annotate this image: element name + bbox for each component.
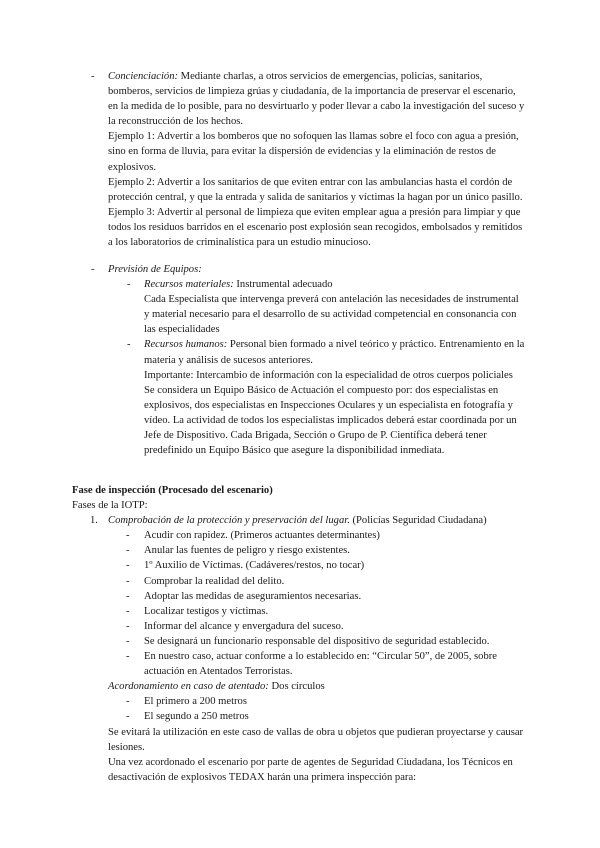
acordonamiento-paragraph (108, 679, 532, 694)
step-text: Anular las fuentes de peligro y riesgo existentes. (144, 545, 350, 557)
list-dash: - (126, 635, 130, 647)
list-dash: - (126, 651, 130, 663)
evitara-paragraph: Se evitará la utilización en este caso de vallas de obra u objetos que pudieran proyectarse y causar lesiones. (108, 726, 524, 753)
numbered-item-1 (90, 513, 532, 785)
ejemplo-3: Ejemplo 3: Advertir al personal de limpieza que eviten emplear agua a presión para limpiar y que todos los residuos barridos en el escenario post explosión sean recogidos, embolsados y remitidos a los laboratorios de criminalística para un estudio minucioso. (108, 206, 523, 249)
equipo-basico-paragraph: Se considera un Equipo Básico de Actuación el compuesto por: dos especialistas en explosivos, dos especialistas en Inspecciones Oculares y un especialista en fotografía y vídeo. La actividad de todos los especialistas implicados deberá estar coordinada por un Jefe de Dispositivo. Cada Brigada, Sección o Grupo de P. Científica deberá tener predefinido un Equipo Básico que asegure la disponibilidad inmediata. (144, 384, 517, 457)
una-vez-paragraph: Una vez acordonado el escenario por parte de agentes de Seguridad Ciudadana, los Técnicos en desactivación de explosivos TEDAX harán una primera inspección para: (108, 756, 513, 783)
recursos-materiales-detail: Cada Especialista que intervenga preverá con antelación las necesidades de instrumental y material necesario para el desarrollo de su actividad competencial en consonancia con las especialidades (144, 294, 519, 336)
list-dash: - (91, 264, 95, 275)
prevision-section (91, 262, 526, 458)
recursos-materiales-label: Recursos materiales: (144, 279, 234, 291)
list-item (126, 619, 532, 634)
list-dash: - (126, 575, 130, 587)
list-item (126, 558, 532, 573)
recursos-materiales-text: Instrumental adecuado (233, 279, 333, 291)
list-dash: - (127, 339, 131, 351)
recursos-humanos-paragraph (144, 337, 526, 367)
recursos-humanos-label: Recursos humanos: (144, 339, 228, 351)
list-dash: - (126, 620, 130, 632)
circle-text: El segundo a 250 metros (144, 711, 249, 723)
list-item (126, 709, 532, 724)
step-text: Informar del alcance y envergadura del suceso. (144, 620, 344, 632)
acordonamiento-list (126, 694, 532, 724)
list-dash: - (126, 560, 130, 572)
circle-text: El primero a 200 metros (144, 696, 247, 708)
acordonamiento-label: Acordonamiento en caso de atentado: (108, 681, 269, 693)
list-item (126, 649, 532, 679)
step-text: Acudir con rapidez. (Primeros actuantes determinantes) (144, 530, 380, 542)
recursos-humanos-item (127, 337, 526, 458)
list-item (126, 528, 532, 543)
step-text: 1º Auxilio de Víctimas. (Cadáveres/restos, no tocar) (144, 560, 365, 572)
step-text: Se designará un funcionario responsable del dispositivo de seguridad establecido. (144, 635, 490, 647)
list-item (126, 574, 532, 589)
list-item (126, 634, 532, 649)
list-dash: - (126, 605, 130, 617)
recursos-materiales-item (127, 277, 526, 337)
list-item (126, 589, 532, 604)
item-1-text: (Policías Seguridad Ciudadana) (349, 515, 487, 527)
list-dash: - (127, 279, 131, 291)
step-text: Localizar testigos y víctimas. (144, 605, 269, 617)
recursos-humanos-text: Personal bien formado a nivel teórico y práctico. Entrenamiento en la materia y análisis de sucesos anteriores. (144, 339, 525, 366)
concienciacion-section (91, 69, 526, 250)
list-dash: - (126, 696, 130, 708)
fase-inspeccion-section (72, 483, 532, 785)
list-item (126, 694, 532, 709)
ejemplo-2: Ejemplo 2: Advertir a los sanitarios de que eviten entrar con las ambulancias hasta el cordón de protección central, y que la entrada y salida de sanitarios y víctimas la hagan por un único pasillo. (108, 176, 523, 203)
step-text: Comprobar la realidad del delito. (144, 575, 285, 587)
recursos-materiales-paragraph (144, 277, 526, 292)
acordonamiento-text: Dos círculos (268, 681, 325, 693)
list-dash: - (126, 590, 130, 602)
step-text: Adoptar las medidas de aseguramientos necesarias. (144, 590, 362, 602)
list-dash: - (126, 530, 130, 542)
item-1-paragraph (108, 513, 532, 528)
prevision-label: Previsión de Equipos: (108, 264, 202, 275)
importante-note: Importante: Intercambio de información con la especialidad de otros cuerpos policiales (144, 369, 513, 381)
item-1-label: Comprobación de la protección y preservación del lugar. (108, 515, 350, 527)
section-heading: Fase de inspección (Procesado del escenario) (72, 485, 273, 496)
concienciacion-label: Concienciación: (108, 71, 179, 82)
step-text: En nuestro caso, actuar conforme a lo establecido en: “Circular 50”, de 2005, sobre actuación en Atentados Terroristas. (144, 651, 497, 678)
steps-list (126, 528, 532, 679)
list-dash: - (91, 71, 95, 82)
item-number: 1. (90, 515, 98, 527)
concienciacion-paragraph (108, 69, 526, 129)
ejemplo-1: Ejemplo 1: Advertir a los bomberos que no sofoquen las llamas sobre el foco con agua a presión, sino en forma de lluvia, para evitar la dispersión de evidencias y la eliminación de restos de explosivos. (108, 131, 519, 173)
section-subheading: Fases de la IOTP: (72, 500, 148, 512)
list-dash: - (126, 711, 130, 723)
list-item (126, 543, 532, 558)
concienciacion-text: Mediante charlas, a otros servicios de emergencias, policías, sanitarios, bomberos, servicios de limpieza grúas y ciudadanía, de la importancia de preservar el escenario, en la medida de lo posible, para no desvirtuarlo y poder llevar a cabo la investigación del suceso y la reconstrucción de los hechos. (108, 71, 525, 128)
list-item (126, 604, 532, 619)
list-dash: - (126, 545, 130, 557)
